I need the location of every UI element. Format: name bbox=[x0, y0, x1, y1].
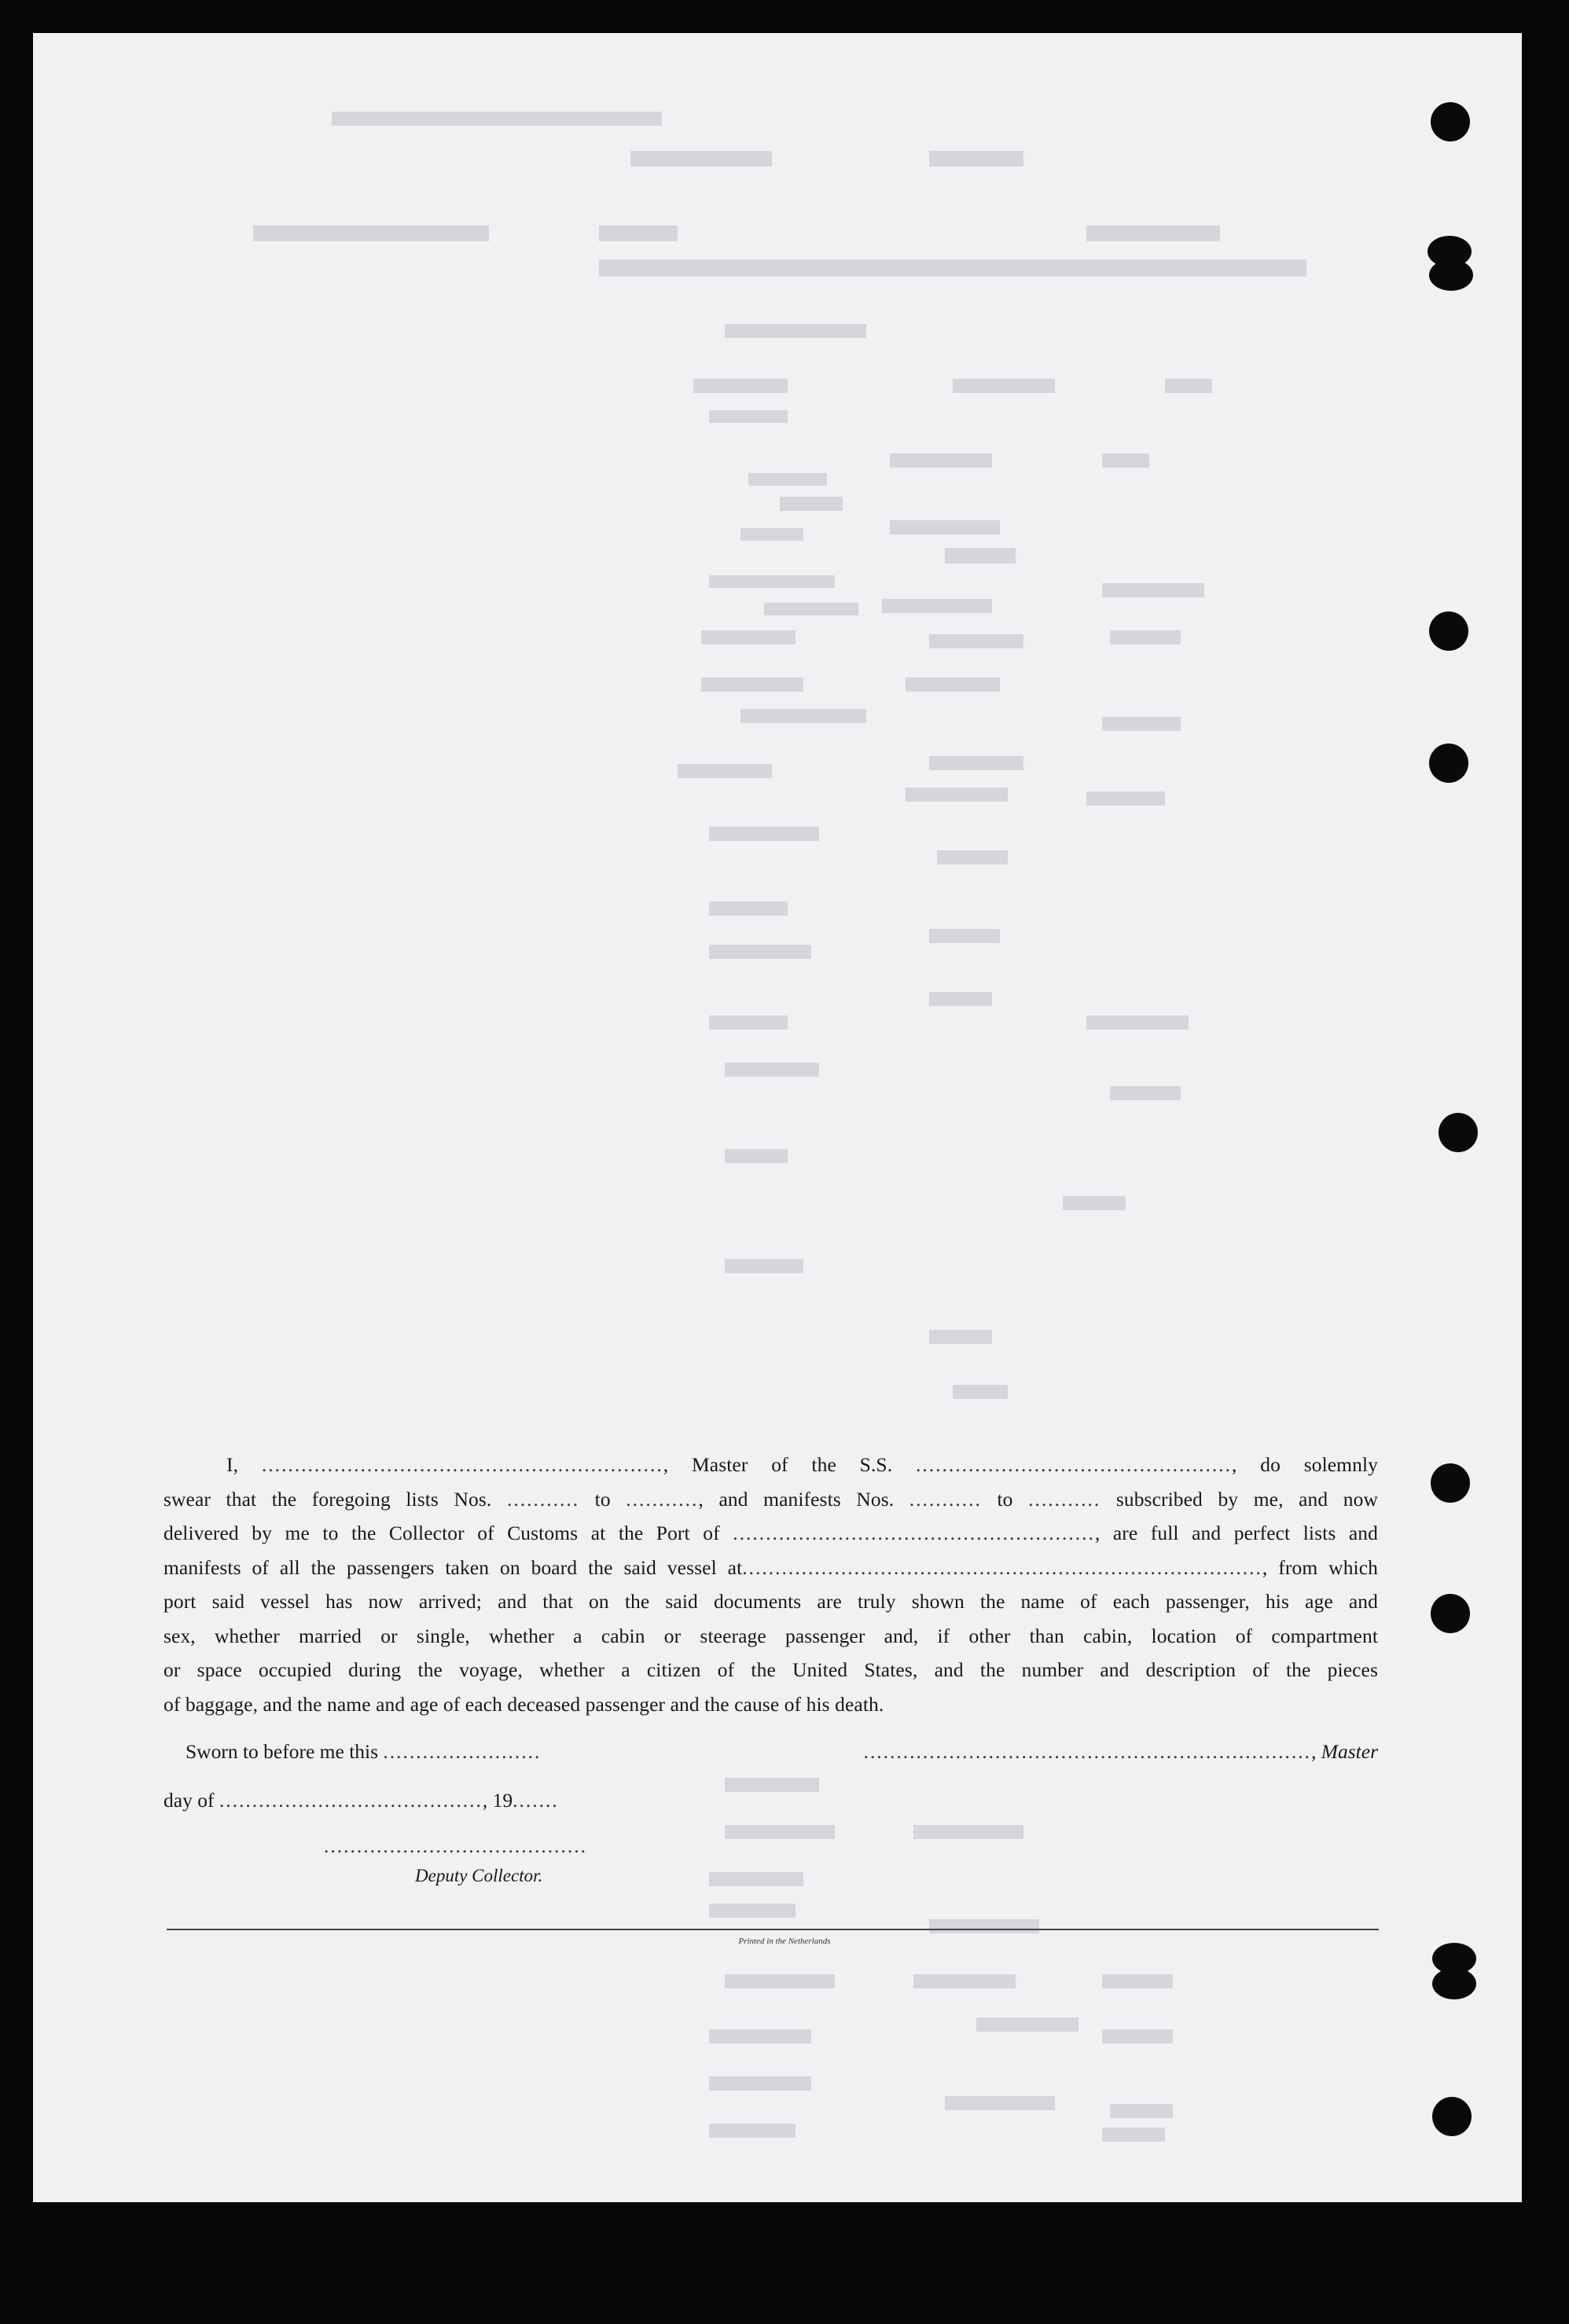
declaration-line-8: of baggage, and the name and age of each deceased passenger and the cause of his death. bbox=[164, 1692, 884, 1716]
day-of-row bbox=[164, 1789, 559, 1812]
sworn-label: Sworn to before me this bbox=[186, 1740, 379, 1763]
text: , Master of the S.S. bbox=[663, 1453, 893, 1476]
text: I, bbox=[226, 1453, 239, 1476]
blank-list-from: ........... bbox=[506, 1487, 580, 1511]
punch-hole bbox=[1431, 1594, 1470, 1633]
master-label: , Master bbox=[1311, 1740, 1378, 1763]
blank-embark-port: ............................................................................... bbox=[742, 1555, 1262, 1579]
text: to bbox=[594, 1487, 611, 1511]
text: , are full and perfect lists and bbox=[1094, 1522, 1378, 1544]
text: , and manifests Nos. bbox=[698, 1487, 895, 1511]
blank-month: ........................................ bbox=[219, 1789, 483, 1812]
punch-hole bbox=[1429, 259, 1473, 291]
text: , do solemnly bbox=[1231, 1453, 1379, 1476]
text: subscribed by me, and now bbox=[1115, 1487, 1379, 1511]
blank-manifest-to: ........... bbox=[1028, 1487, 1101, 1511]
deputy-collector-label: Deputy Collector. bbox=[415, 1866, 543, 1885]
declaration-line-3 bbox=[164, 1516, 1378, 1551]
punch-hole bbox=[1431, 1463, 1470, 1503]
year-prefix: , 19 bbox=[482, 1789, 513, 1812]
bleed-through-background bbox=[33, 33, 1522, 2202]
sworn-left bbox=[186, 1740, 541, 1764]
declaration-line-7: or space occupied during the voyage, whether a citizen of the United States, and the number and description of the pieces bbox=[164, 1658, 1378, 1681]
day-of-label: day of bbox=[164, 1789, 215, 1812]
text: , from which bbox=[1262, 1555, 1378, 1579]
punch-hole bbox=[1432, 2097, 1472, 2136]
footer-rule bbox=[167, 1929, 1379, 1930]
blank-sworn-day: ........................ bbox=[383, 1740, 542, 1763]
punch-hole bbox=[1439, 1113, 1478, 1152]
blank-ship-name: ................................................ bbox=[915, 1453, 1232, 1476]
declaration-line-5: port said vessel has now arrived; and that on the said documents are truly shown the name of each passenger, his age and bbox=[164, 1590, 1378, 1613]
blank-master-signature: .................................................................... bbox=[863, 1740, 1311, 1763]
text: to bbox=[997, 1487, 1013, 1511]
blank-master-name: ............................................................. bbox=[261, 1453, 663, 1476]
declaration-line-4 bbox=[164, 1551, 1378, 1585]
document-page bbox=[33, 33, 1522, 2202]
blank-year: ....... bbox=[513, 1789, 559, 1812]
master-signature bbox=[864, 1740, 1379, 1764]
blank-manifest-from: ........... bbox=[909, 1487, 982, 1511]
declaration-line-6: sex, whether married or single, whether a cabin or steerage passenger and, if other than cabin, location of compartment bbox=[164, 1624, 1378, 1647]
punch-hole bbox=[1429, 743, 1468, 783]
text: manifests of all the passengers taken on board the said vessel at bbox=[164, 1555, 743, 1579]
blank-list-to: ........... bbox=[626, 1487, 699, 1511]
punch-hole bbox=[1432, 1968, 1476, 1999]
text: swear that the foregoing lists Nos. bbox=[164, 1487, 492, 1511]
declaration-line-2 bbox=[164, 1482, 1378, 1517]
blank-port: ....................................................... bbox=[733, 1522, 1095, 1544]
declaration-line-1 bbox=[164, 1448, 1378, 1482]
oath-declaration bbox=[164, 1448, 1378, 1721]
printed-note: Printed in the Netherlands bbox=[738, 1937, 831, 1946]
blank-deputy-signature: ........................................ bbox=[324, 1834, 587, 1857]
punch-hole bbox=[1431, 102, 1470, 141]
punch-hole bbox=[1429, 611, 1468, 651]
text: delivered by me to the Collector of Customs at the Port of bbox=[164, 1522, 720, 1544]
